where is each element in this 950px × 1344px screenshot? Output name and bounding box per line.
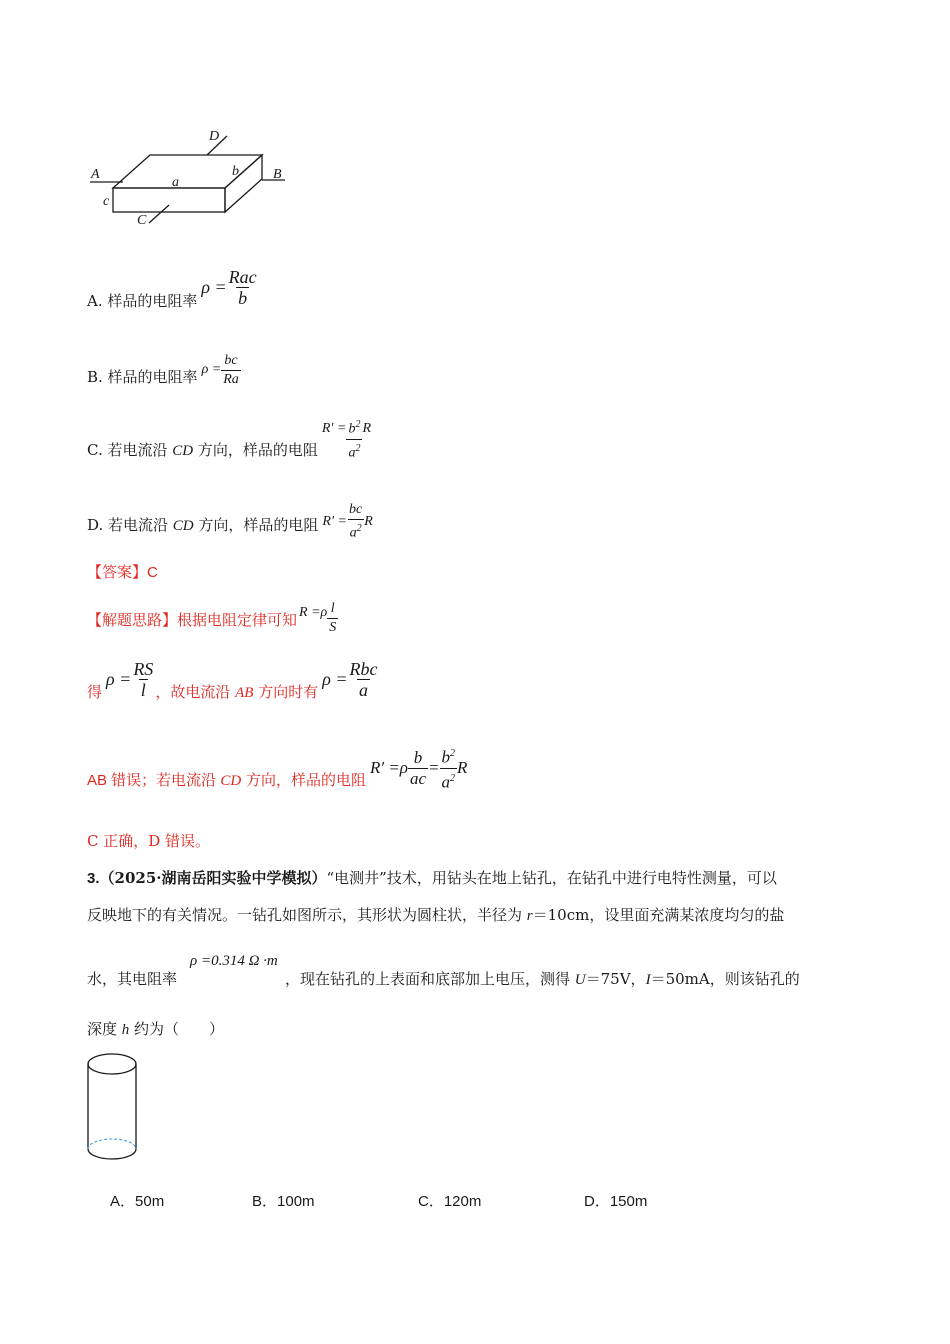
resistance-fraction-1: $\frac{b}{ac}$ <box>409 747 427 788</box>
choice-c[interactable]: C．120m <box>418 1193 482 1210</box>
option-c: C. 若电流沿 CD 方向，样品的电阻 R′ = $\frac{b^2}{a^2}$ R <box>87 415 371 459</box>
choice-b[interactable]: B．100m <box>252 1193 315 1210</box>
question-3-line-3: 水，其电阻率 ，现在钻孔的上表面和底部加上电压，测得 U＝75V，I＝50mA，则该钻孔的 <box>87 970 800 988</box>
label-C: C <box>137 213 147 228</box>
question-3-line-2: 反映地下的有关情况。一钻孔如图所示，其形状为圆柱状，半径为 r＝10cm，设里面充满某浓度均匀的盐 <box>87 906 785 924</box>
label-a: a <box>172 175 179 190</box>
label-b: b <box>232 164 239 179</box>
choice-a[interactable]: A．50m <box>110 1193 165 1210</box>
resistance-law-fraction: $\frac{l}{S}$ <box>329 600 337 635</box>
option-b: B. 样品的电阻率 ρ = $\frac{bc}{Ra}$ <box>87 352 239 387</box>
rho-fraction-1: $\frac{RS}{l}$ <box>133 658 154 700</box>
block-diagram <box>85 125 295 235</box>
label-A: A <box>91 167 100 182</box>
rho-value: ρ =0.314 Ω ·m <box>190 953 278 969</box>
option-a: A. 样品的电阻率 ρ = $\frac{\text{Rac}}{b}$ <box>87 266 257 310</box>
solution-line-3: AB 错误；若电流沿 CD 方向，样品的电阻 R′ =ρ $\frac{b}{ac}$ = $\frac{b^2}{a^2}$ R <box>87 742 467 794</box>
option-a-text: A. 样品的电阻率 <box>87 292 198 310</box>
option-a-fraction: $\frac{\text{Rac}}{b}$ <box>228 266 257 308</box>
question-3-line-4: 深度 h 约为（ ） <box>87 1020 225 1038</box>
label-D: D <box>209 129 220 144</box>
option-c-fraction: $\frac{b^2}{a^2}$ <box>348 418 361 461</box>
solution-line-1: 【解题思路】根据电阻定律可知 R =ρ $\frac{l}{S}$ <box>87 600 337 635</box>
answer: 【答案】C <box>87 563 158 581</box>
label-B: B <box>273 167 282 182</box>
solution-line-4: C 正确，D 错误。 <box>87 832 211 850</box>
rho-fraction-2: $\frac{\text{Rbc}}{a}$ <box>349 658 378 700</box>
option-d: D. 若电流沿 CD 方向，样品的电阻 R′ = $\frac{bc}{a^2}$ R <box>87 502 373 541</box>
option-b-text: B. 样品的电阻率 <box>87 368 198 386</box>
resistance-fraction-2: $\frac{b^2}{a^2}$ <box>441 747 455 792</box>
question-3-line-1: 3.（2025·湖南岳阳实验中学模拟）“电测井”技术，用钻头在地上钻孔，在钻孔中进行电特性测量，可以 <box>87 869 777 887</box>
choice-d[interactable]: D．150m <box>584 1193 648 1210</box>
solution-line-2: 得 ρ = $\frac{RS}{l}$ ，故电流沿 AB 方向时有 ρ = $\frac{\text{Rbc}}{a}$ <box>87 658 378 701</box>
cylinder-diagram <box>85 1050 141 1164</box>
option-b-fraction: $\frac{bc}{Ra}$ <box>223 352 239 387</box>
option-d-fraction: $\frac{bc}{a^2}$ <box>348 502 363 541</box>
label-c: c <box>103 194 110 209</box>
